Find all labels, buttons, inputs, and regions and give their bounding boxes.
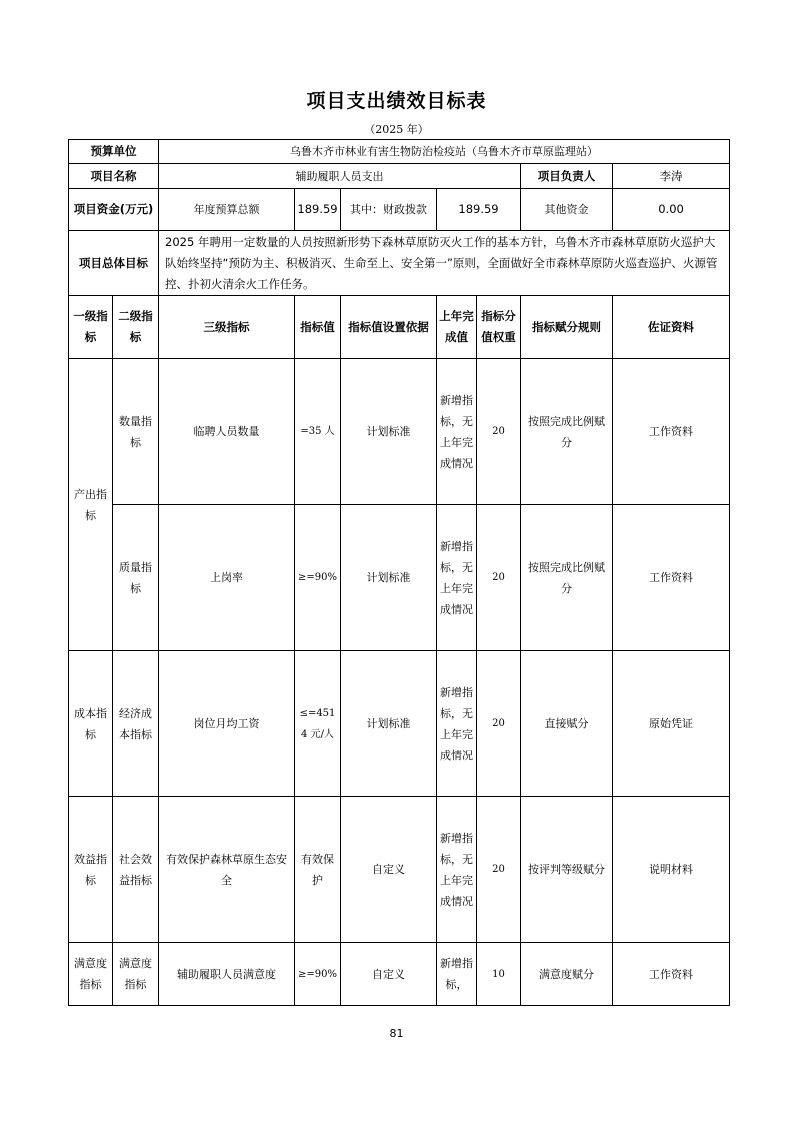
- header-level1: 一级指标: [69, 296, 113, 359]
- project-name-label: 项目名称: [69, 164, 159, 189]
- row-rule: 按照完成比例赋分: [521, 359, 613, 505]
- row-rule: 按照完成比例赋分: [521, 505, 613, 651]
- header-score: 指标分值权重: [477, 296, 521, 359]
- goal-text: 2025 年聘用一定数量的人员按照新形势下森林草原防灭火工作的基本方针，乌鲁木齐市森林草原防火巡护大队始终坚持“预防为主、积极消灭、生命至上、安全第一”原则，全面做好全市森林草原防火巡查巡护、火源管控、扑初火清余火工作任务。: [159, 231, 730, 296]
- row-value: ≥=90%: [295, 505, 341, 651]
- row-last-year: 新增指标，无上年完成情况: [437, 359, 477, 505]
- project-name-value: 辅助履职人员支出: [159, 164, 521, 189]
- table-row: [69, 651, 730, 797]
- group-cost: 成本指标: [69, 651, 113, 797]
- row-last-year: 新增指标，无上年完成情况: [437, 505, 477, 651]
- row-level3: 辅助履职人员满意度: [159, 943, 295, 1006]
- row-level3: 岗位月均工资: [159, 651, 295, 797]
- table-row: [69, 797, 730, 943]
- funds-label: 项目资金(万元): [69, 189, 159, 231]
- header-value: 指标值: [295, 296, 341, 359]
- header-basis: 指标值设置依据: [341, 296, 437, 359]
- row-rule: 按评判等级赋分: [521, 797, 613, 943]
- row-basis: 计划标准: [341, 505, 437, 651]
- row-last-year: 新增指标，无上年完成情况: [437, 651, 477, 797]
- row-value: 有效保护: [295, 797, 341, 943]
- project-manager-label: 项目负责人: [521, 164, 613, 189]
- row-score: 10: [477, 943, 521, 1006]
- group-output: 产出指标: [69, 359, 113, 651]
- header-rule: 指标赋分规则: [521, 296, 613, 359]
- row-level3: 有效保护森林草原生态安全: [159, 797, 295, 943]
- page-number: 81: [389, 1027, 404, 1040]
- row-rule: 直接赋分: [521, 651, 613, 797]
- funds-row: [69, 189, 730, 231]
- page-title: 项目支出绩效目标表: [306, 90, 487, 112]
- row-last-year: 新增指标，: [437, 943, 477, 1006]
- row-basis: 计划标准: [341, 651, 437, 797]
- fiscal-value: 189.59: [437, 189, 521, 231]
- table-row: [69, 505, 730, 651]
- row-evidence: 说明材料: [613, 797, 730, 943]
- other-funds-label: 其他资金: [521, 189, 613, 231]
- row-evidence: 工作资料: [613, 505, 730, 651]
- header-level2: 二级指标: [113, 296, 159, 359]
- row-value: ≤=4514 元/人: [295, 651, 341, 797]
- goal-row: [69, 231, 730, 296]
- budget-unit-value: 乌鲁木齐市林业有害生物防治检疫站（乌鲁木齐市草原监理站）: [159, 140, 730, 164]
- row-value: ≥=90%: [295, 943, 341, 1006]
- row-value: =35 人: [295, 359, 341, 505]
- table-row: [69, 943, 730, 1006]
- other-funds-value: 0.00: [613, 189, 730, 231]
- year-label: （2025 年）: [364, 123, 429, 136]
- row-basis: 计划标准: [341, 359, 437, 505]
- goal-label: 项目总体目标: [69, 231, 159, 296]
- table-row: [69, 359, 730, 505]
- header-evidence: 佐证资料: [613, 296, 730, 359]
- row-score: 20: [477, 505, 521, 651]
- row-evidence: 原始凭证: [613, 651, 730, 797]
- row-basis: 自定义: [341, 797, 437, 943]
- row-level2: 质量指标: [113, 505, 159, 651]
- fiscal-label: 其中：财政拨款: [341, 189, 437, 231]
- row-score: 20: [477, 651, 521, 797]
- row-score: 20: [477, 359, 521, 505]
- row-level2: 数量指标: [113, 359, 159, 505]
- row-level3: 临聘人员数量: [159, 359, 295, 505]
- project-name-row: [69, 164, 730, 189]
- row-evidence: 工作资料: [613, 359, 730, 505]
- row-level3: 上岗率: [159, 505, 295, 651]
- row-basis: 自定义: [341, 943, 437, 1006]
- budget-unit-label: 预算单位: [69, 140, 159, 164]
- indicator-header-row: [69, 296, 730, 359]
- row-level2: 满意度指标: [113, 943, 159, 1006]
- budget-unit-row: [69, 140, 730, 164]
- row-level2: 经济成本指标: [113, 651, 159, 797]
- row-level2: 社会效益指标: [113, 797, 159, 943]
- row-rule: 满意度赋分: [521, 943, 613, 1006]
- project-manager-value: 李涛: [613, 164, 730, 189]
- performance-target-table: [68, 139, 730, 1006]
- group-satisfaction: 满意度指标: [69, 943, 113, 1006]
- row-score: 20: [477, 797, 521, 943]
- group-benefit: 效益指标: [69, 797, 113, 943]
- row-evidence: 工作资料: [613, 943, 730, 1006]
- header-last-year: 上年完成值: [437, 296, 477, 359]
- annual-budget-value: 189.59: [295, 189, 341, 231]
- annual-budget-label: 年度预算总额: [159, 189, 295, 231]
- header-level3: 三级指标: [159, 296, 295, 359]
- row-last-year: 新增指标，无上年完成情况: [437, 797, 477, 943]
